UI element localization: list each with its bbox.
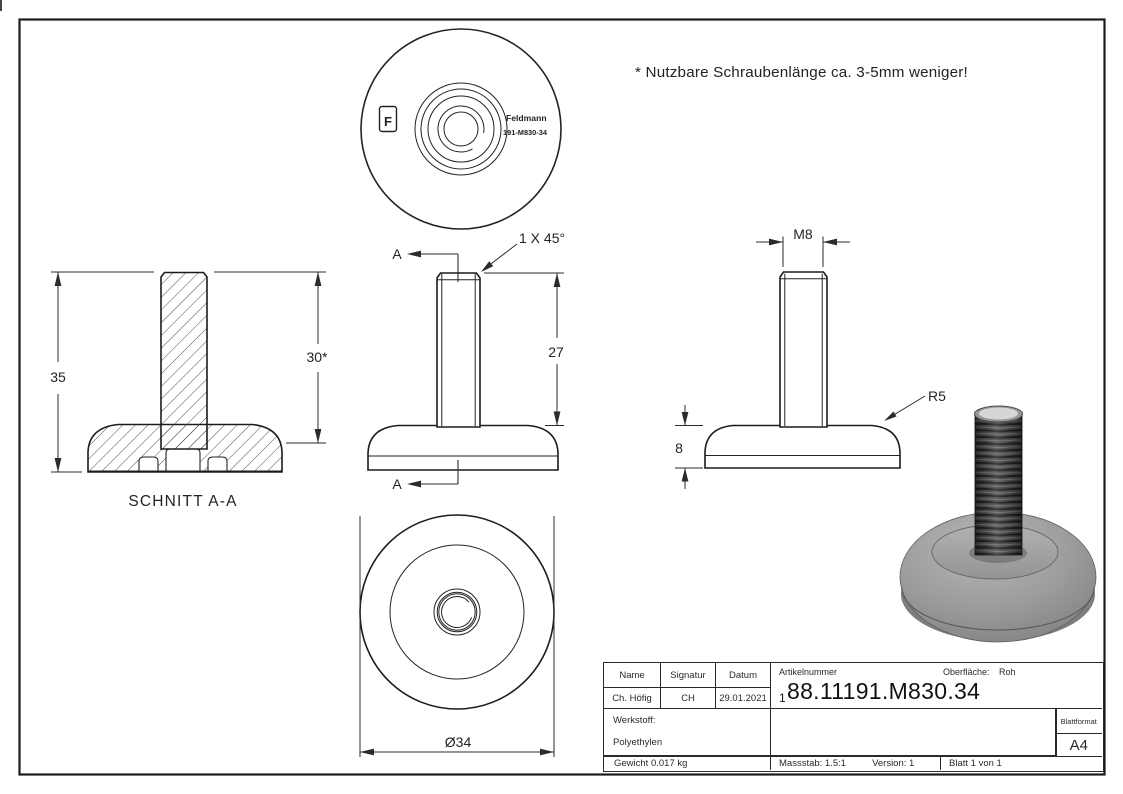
bottom-view-outer-circle <box>360 515 554 709</box>
dim-27-text: 27 <box>548 344 564 360</box>
front-view <box>368 230 565 492</box>
tb-header-signatur <box>661 663 716 688</box>
tb-header-signatur-label: Signatur <box>670 669 706 681</box>
tb-article-cell <box>771 663 1102 709</box>
dim-35-text: 35 <box>50 369 66 385</box>
dim-dia34 <box>360 516 554 757</box>
front-base <box>368 426 558 471</box>
title-block <box>603 662 1104 772</box>
dim-8-text: 8 <box>675 440 683 456</box>
tb-blattformat-value: A4 <box>1069 736 1088 754</box>
radius-r5-text: R5 <box>928 388 946 404</box>
tb-datum-value <box>716 688 771 709</box>
brand-marking: Feldmann <box>506 113 547 123</box>
side-view <box>675 226 946 489</box>
tb-name-value <box>604 688 661 709</box>
tb-gewicht-text: Gewicht 0.017 kg <box>614 757 688 769</box>
section-arrow-label-top: A <box>392 246 402 262</box>
tb-article-number-main: 88.11191.M830.34 <box>786 678 981 704</box>
side-stud <box>780 272 827 427</box>
tb-werkstoff-label: Werkstoff: <box>613 715 656 726</box>
tb-name-value-text: Ch. Höfig <box>612 692 652 704</box>
section-stud <box>161 273 207 450</box>
dim-m8-text: M8 <box>793 226 813 242</box>
tb-blattformat-value-cell <box>1056 734 1102 756</box>
chamfer-note-text: 1 X 45° <box>519 230 566 246</box>
part-code-marking: 191-M830-34 <box>503 128 547 137</box>
tb-blattformat-label: Blattformat <box>1060 716 1097 726</box>
tb-massstab-text: Massstab: 1.5:1 <box>779 757 847 769</box>
tb-oberflaeche-value: Roh <box>999 667 1016 677</box>
tb-empty-cell <box>771 709 1056 756</box>
usable-length-note: * Nutzbare Schraubenlänge ca. 3-5mm weniger! <box>635 64 968 81</box>
tb-header-name-label: Name <box>619 669 645 681</box>
tb-article-number <box>779 678 980 705</box>
dim-dia34-text: Ø34 <box>444 734 472 750</box>
render-3d <box>900 406 1096 642</box>
side-base <box>705 426 900 469</box>
tb-article-prefix: 1 <box>779 691 786 705</box>
tb-werkstoff-value: Polyethylen <box>613 737 663 748</box>
tb-signatur-value-text: CH <box>681 692 695 704</box>
tb-werkstoff-cell <box>604 709 771 756</box>
tb-header-datum <box>716 663 771 688</box>
front-stud <box>437 273 480 427</box>
section-title: SCHNITT A-A <box>128 493 238 510</box>
section-view <box>50 272 328 510</box>
tb-header-datum-label: Datum <box>729 669 757 681</box>
tb-datum-value-text: 29.01.2021 <box>719 692 767 704</box>
tb-version-text: Version: 1 <box>872 757 915 769</box>
tb-massstab-cell <box>771 756 941 770</box>
tb-blatt-text: Blatt 1 von 1 <box>949 757 1002 769</box>
tb-oberflaeche-label: Oberfläche: <box>943 667 990 677</box>
section-arrow-label-bottom: A <box>392 476 402 492</box>
tb-header-name <box>604 663 661 688</box>
tb-artikelnummer-label: Artikelnummer <box>779 667 838 677</box>
tb-gewicht-cell <box>604 756 771 770</box>
bottom-view <box>360 515 554 757</box>
tb-signatur-value <box>661 688 716 709</box>
tb-blattformat-label-cell <box>1056 709 1102 734</box>
feldmann-logo-letter: F <box>384 114 392 129</box>
tb-blatt-cell <box>941 756 1102 770</box>
render-stud-cap <box>979 408 1018 420</box>
dim-30-text: 30* <box>306 349 328 365</box>
